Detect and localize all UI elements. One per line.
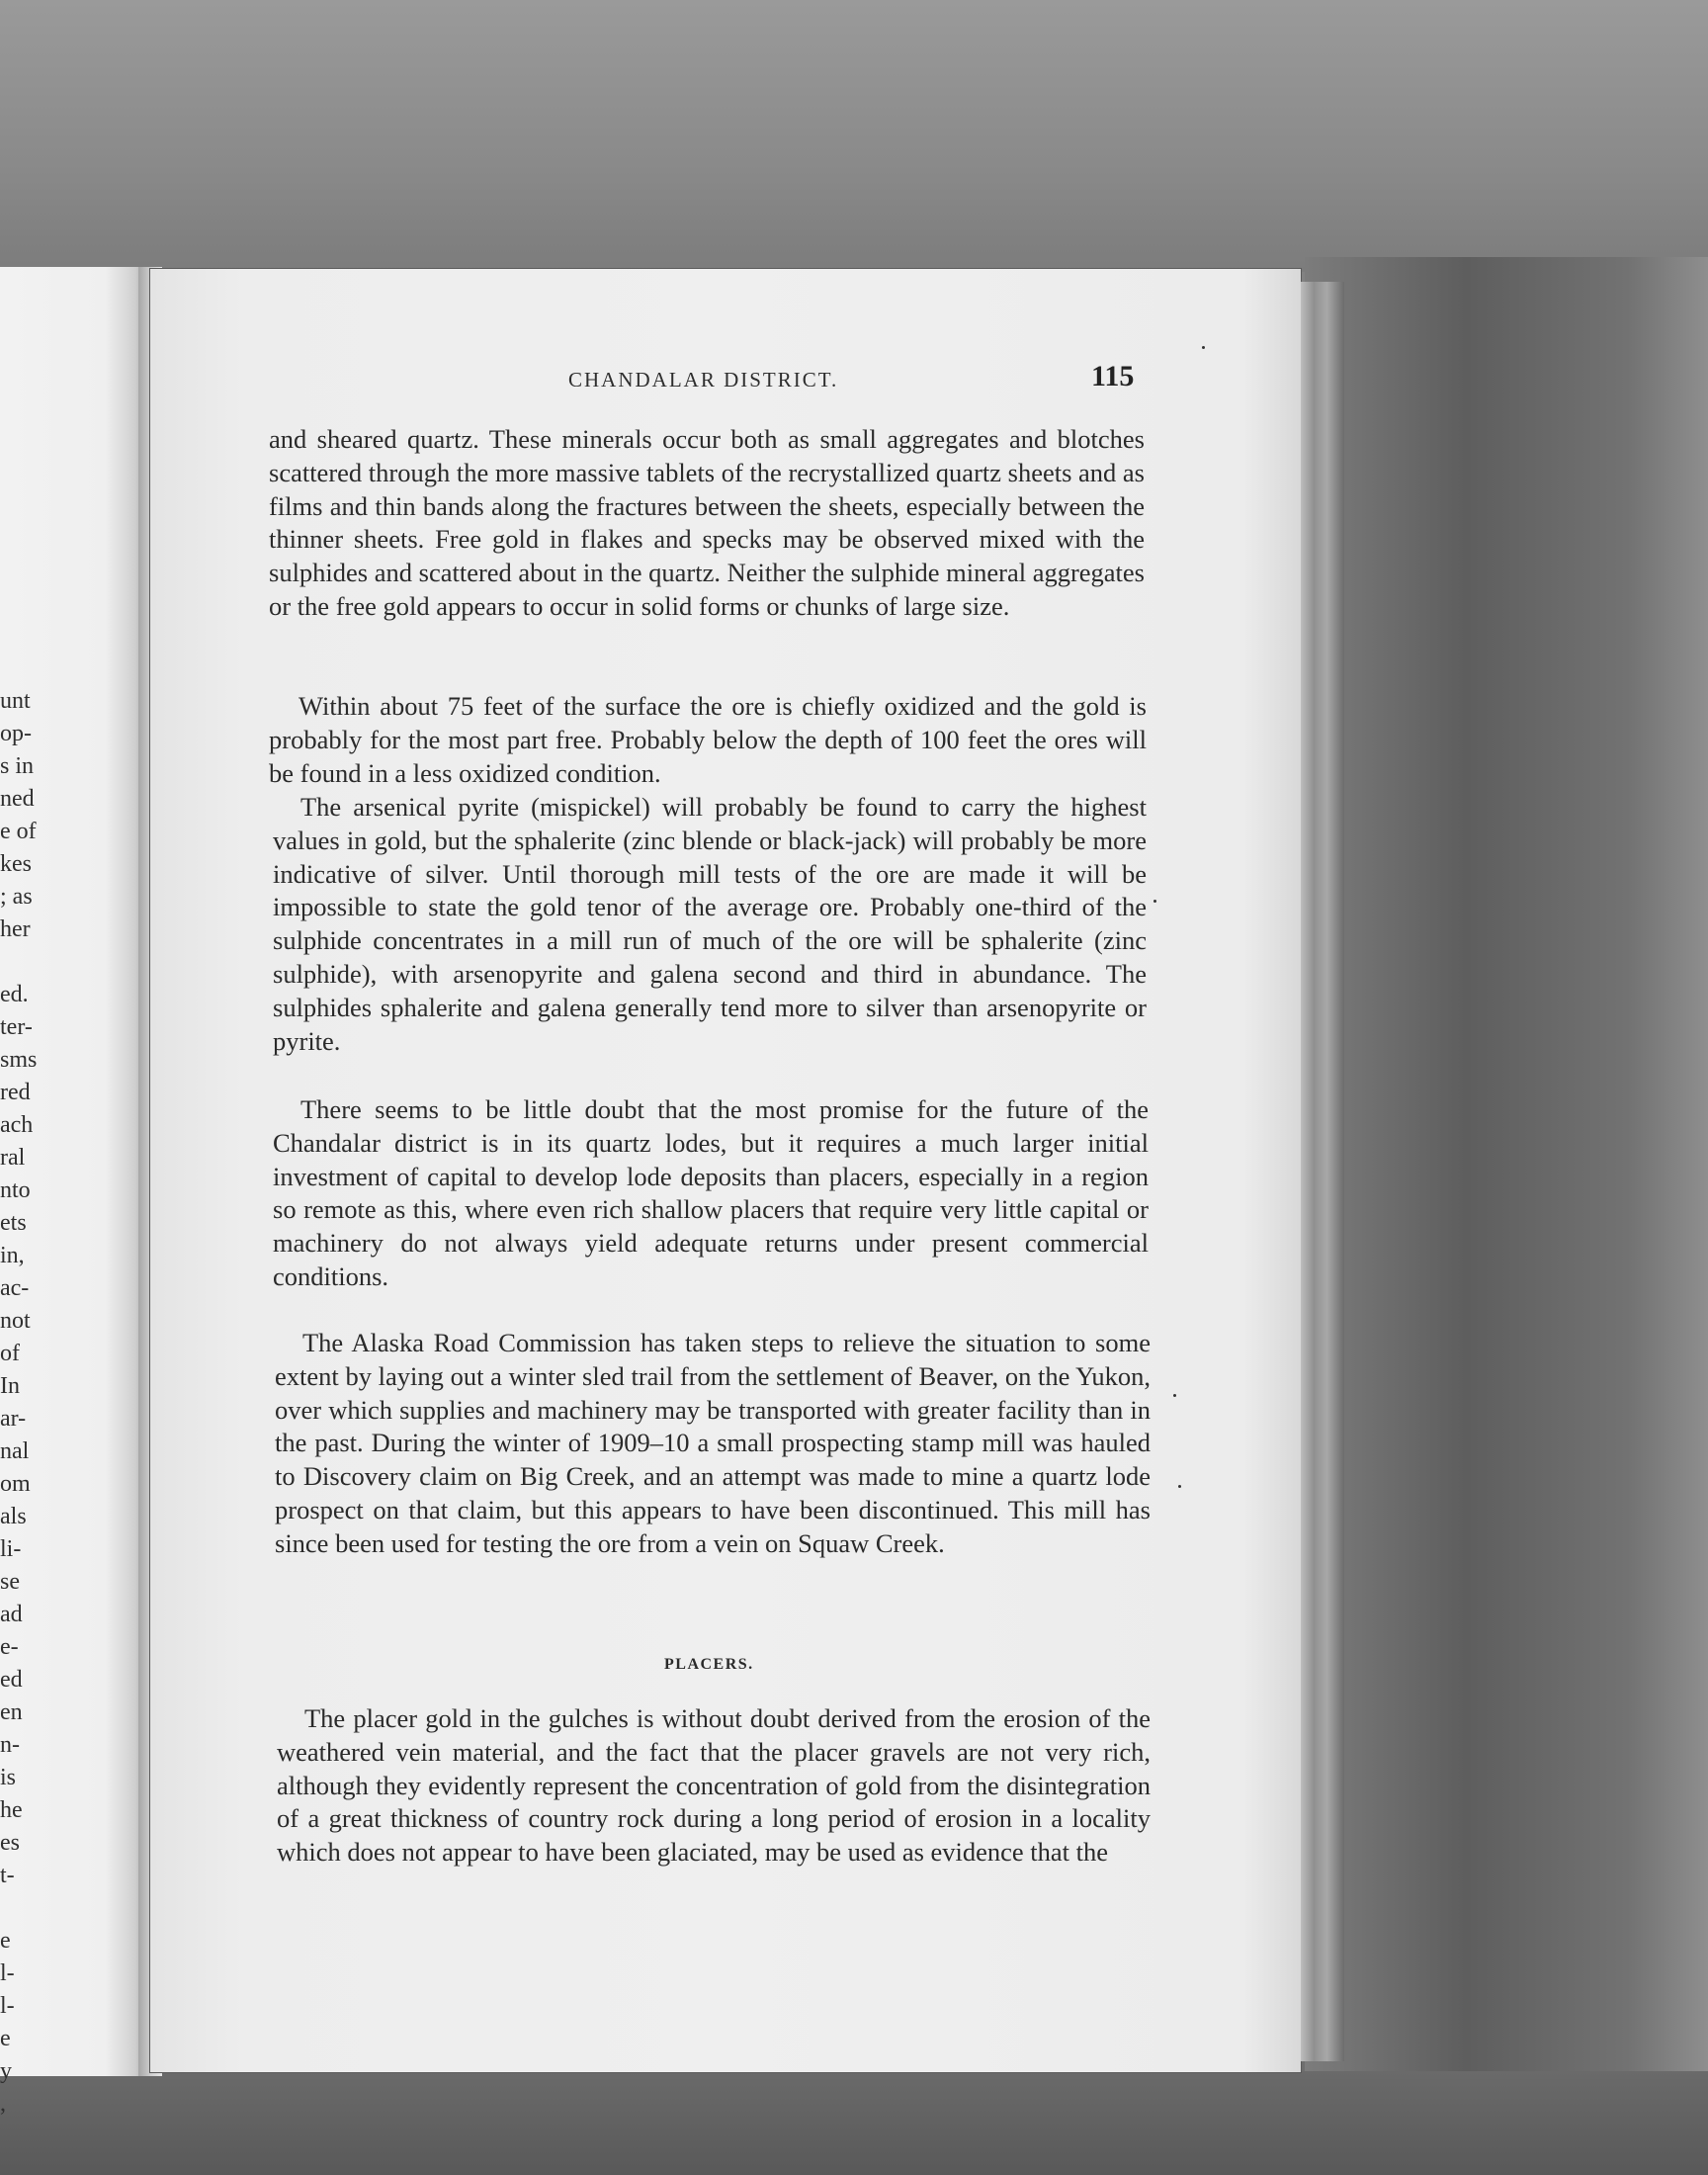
paragraph: The arsenical pyrite (mispickel) will probably be found to carry the highest values in gold, but the sphalerite (zinc blende or black-jack) will probably be more indicative of silver. Until thorough mill tests of the ore are made it will be impossible to state the gold tenor of the average ore. Probably one-third of the sulphide concentrates in a mill run of much of the ore will be sphalerite (zinc sulphide), with arsenopyrite and galena second and third in abundance. The sulphides sphalerite and galena generally tend more to silver than arsenopyrite or pyrite.: [273, 792, 1147, 1056]
left-fragment: ned: [0, 786, 35, 812]
left-fragment: nto: [0, 1177, 31, 1203]
paragraph: The placer gold in the gulches is without doubt derived from the erosion of the weathered vein material, and the fact that the placer gravels are not very rich, although they evidently represent the concentration of gold from the disintegration of a great thickness of country rock during a long period of erosion in a locality which does not appear to have been glaciated, may be used as evidence that the: [277, 1703, 1151, 1868]
left-fragment: kes: [0, 851, 32, 877]
scan-top-band: [0, 0, 1708, 272]
left-fragment: e: [0, 2026, 11, 2051]
left-fragment: en: [0, 1699, 23, 1725]
left-facing-page: [0, 267, 150, 2117]
left-fragment: om: [0, 1471, 31, 1497]
left-fragment: is: [0, 1765, 17, 1790]
left-fragment: In: [0, 1373, 20, 1399]
book-cover-edge: [1301, 282, 1344, 2061]
page-number: 115: [1091, 360, 1135, 392]
section-heading: PLACERS.: [664, 1656, 754, 1673]
left-fragment: t-: [0, 1863, 15, 1888]
scan-speck: [1173, 1394, 1176, 1397]
left-fragment: e of: [0, 819, 37, 844]
left-fragment: se: [0, 1569, 20, 1595]
left-fragment: red: [0, 1080, 31, 1105]
left-fragment: ed: [0, 1667, 23, 1693]
scan-speck: [1202, 346, 1205, 349]
left-fragment: he: [0, 1797, 23, 1823]
running-head: CHANDALAR DISTRICT.: [568, 368, 839, 392]
scan-bottom-shadow: [0, 2071, 1708, 2175]
left-fragment: l-: [0, 1960, 15, 1986]
paragraph: Within about 75 feet of the surface the ore is chiefly oxidized and the gold is probably for the most part free. Probably below the depth of 100 feet the ores will be found in a less oxidized condition.: [269, 691, 1147, 788]
left-fragment: ac-: [0, 1275, 30, 1301]
left-fragment: of: [0, 1341, 20, 1366]
left-fragment: ed.: [0, 982, 29, 1007]
left-fragment: s in: [0, 753, 35, 779]
left-fragment: op-: [0, 721, 32, 746]
left-fragment: ar-: [0, 1406, 27, 1432]
left-fragment: ; as: [0, 884, 33, 910]
left-fragment: her: [0, 916, 31, 942]
left-fragment: als: [0, 1504, 27, 1529]
left-fragment: not: [0, 1308, 31, 1334]
left-fragment: ter-: [0, 1014, 33, 1040]
left-fragment: li-: [0, 1536, 22, 1562]
left-fragment: sms: [0, 1047, 38, 1073]
left-fragment: n-: [0, 1732, 20, 1758]
paragraph: and sheared quartz. These minerals occur both as small aggregates and blotches scattered through the more massive tablets of the recrystallized quartz sheets and as films and thin bands along the fractures between the sheets, especially between the thinner sheets. Free gold in flakes and specks may be observed mixed with the sulphides and scattered about in the quartz. Neither the sulphide mineral aggregates or the free gold appears to occur in solid forms or chunks of large size.: [269, 424, 1145, 621]
left-fragment: in,: [0, 1243, 25, 1268]
left-fragment: l-: [0, 1993, 15, 2019]
left-fragment: ral: [0, 1145, 26, 1171]
paragraph: There seems to be little doubt that the most promise for the future of the Chandalar district is in its quartz lodes, but it requires a much larger initial investment of capital to develop lode deposits than placers, especially in a region so remote as this, where even rich shallow placers that require very little capital or machinery do not always yield adequate returns under present commercial conditions.: [273, 1094, 1149, 1291]
left-fragment: ad: [0, 1602, 23, 1627]
left-fragment: ets: [0, 1210, 27, 1236]
left-fragment: e: [0, 1928, 11, 1954]
scan-right-shadow: [1305, 257, 1708, 2175]
left-fragment: e-: [0, 1634, 19, 1660]
paragraph: The Alaska Road Commission has taken steps to relieve the situation to some extent by laying out a winter sled trail from the settlement of Beaver, on the Yukon, over which supplies and machinery may be transported with greater facility than in the past. During the winter of 1909–10 a small prospecting stamp mill was hauled to Discovery claim on Big Creek, and an attempt was made to mine a quartz lode prospect on that claim, but this appears to have been discontinued. This mill has since been used for testing the ore from a vein on Squaw Creek.: [275, 1328, 1151, 1558]
left-fragment: unt: [0, 688, 31, 714]
scan-speck: [1178, 1485, 1181, 1488]
left-fragment: es: [0, 1830, 20, 1856]
left-fragment: nal: [0, 1438, 30, 1464]
scan-speck: [1153, 900, 1156, 903]
left-fragment: y: [0, 2058, 12, 2084]
left-fragment: ach: [0, 1112, 34, 1138]
left-fragment: ,: [0, 2091, 6, 2117]
